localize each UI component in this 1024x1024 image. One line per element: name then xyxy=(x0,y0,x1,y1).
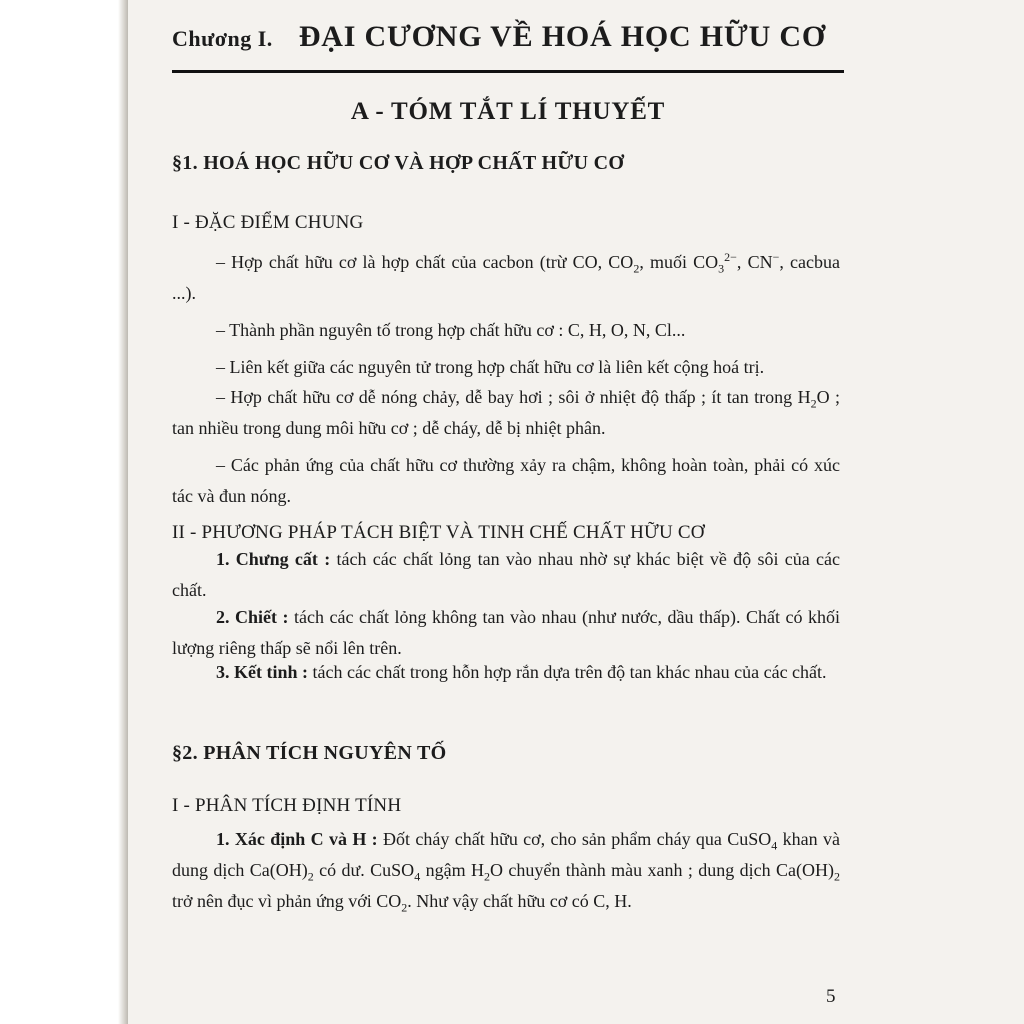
page-number: 5 xyxy=(826,986,836,1007)
s1-p2: – Thành phần nguyên tố trong hợp chất hữu cơ : C, H, O, N, Cl... xyxy=(216,320,686,340)
s1-item-crystallization: 3. Kết tinh : tách các chất trong hỗn hợp rắn dựa trên độ tan khác nhau của các chất. xyxy=(216,662,827,682)
s1-title: §1. HOÁ HỌC HỮU CƠ VÀ HỢP CHẤT HỮU CƠ xyxy=(172,152,625,174)
s1-p1: – Hợp chất hữu cơ là hợp chất của cacbon (trừ CO, $CO_2$, muối $CO_3^{2-}$, CN−, cacbua ...). xyxy=(172,250,840,303)
s1-part1-title: I - ĐẶC ĐIỂM CHUNG xyxy=(172,212,364,233)
s2-item-c-h: 1. Xác định C và H : Đốt cháy chất hữu cơ, cho sản phẩm cháy qua CuSO$_4$ khan và dung dịch $Ca(OH)_2$ có dư. CuSO$_4$ ngậm $H_2O$ chuyển thành màu xanh ; dung dịch $Ca(OH)_2$ trở nên đục vì phản ứng với $CO_2$. Như vậy chất hữu cơ có C, H. xyxy=(172,829,840,915)
s2-part1-title: I - PHÂN TÍCH ĐỊNH TÍNH xyxy=(172,795,402,816)
book-spine-margin xyxy=(0,0,128,1024)
s1-p3: – Liên kết giữa các nguyên tử trong hợp chất hữu cơ là liên kết cộng hoá trị. xyxy=(216,357,765,377)
section-a-title: A - TÓM TẮT LÍ THUYẾT xyxy=(350,98,666,125)
s2-title: §2. PHÂN TÍCH NGUYÊN TỐ xyxy=(172,742,447,764)
s1-part2-title: II - PHƯƠNG PHÁP TÁCH BIỆT VÀ TINH CHẾ CHẤT HỮU CƠ xyxy=(172,522,705,543)
chapter-number: Chương I. xyxy=(172,26,273,51)
s1-p4: – Hợp chất hữu cơ dễ nóng chảy, dễ bay hơi ; sôi ở nhiệt độ thấp ; ít tan trong $H_2O$ ; tan nhiều trong dung môi hữu cơ ; dễ cháy, dễ bị nhiệt phân. xyxy=(172,387,840,438)
s1-item-extraction: 2. Chiết : tách các chất lỏng không tan vào nhau (như nước, dầu thấp). Chất có khối lượng riêng thấp sẽ nổi lên trên. xyxy=(172,607,840,658)
s1-p5: – Các phản ứng của chất hữu cơ thường xảy ra chậm, không hoàn toàn, phải có xúc tác và đun nóng. xyxy=(172,455,840,506)
chapter-rule xyxy=(172,70,844,73)
chapter-title: ĐẠI CƯƠNG VỀ HOÁ HỌC HỮU CƠ xyxy=(298,20,826,53)
s1-item-distillation: 1. Chưng cất : tách các chất lỏng tan vào nhau nhờ sự khác biệt về độ sôi của các chất. xyxy=(172,549,840,600)
chapter-heading xyxy=(172,20,832,60)
